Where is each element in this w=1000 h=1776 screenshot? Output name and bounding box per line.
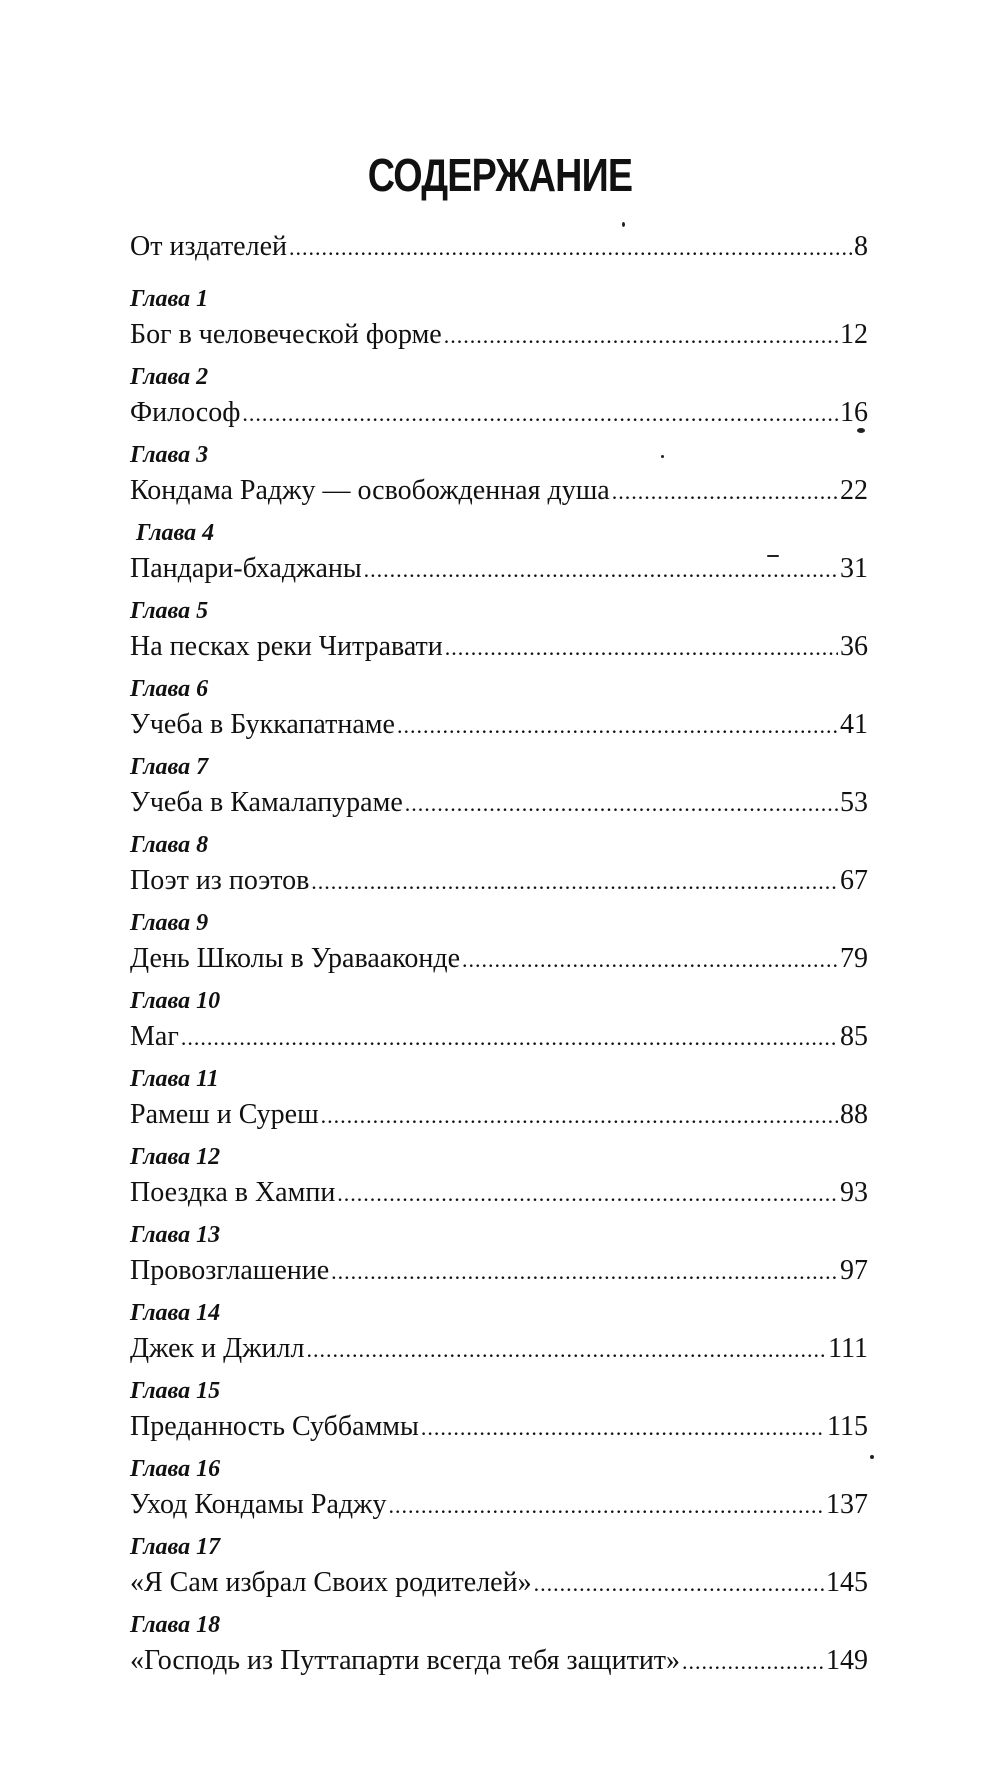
chapter-label: Глава 7 — [130, 754, 209, 780]
toc-entry-page: 111 — [828, 1333, 868, 1364]
chapter-label: Глава 1 — [130, 286, 209, 312]
chapter-label: Глава 15 — [130, 1378, 221, 1404]
toc-entry[interactable] — [130, 474, 868, 509]
chapter-label: Глава 4 — [136, 520, 215, 546]
dot-leader — [397, 709, 838, 743]
toc-entry-title: На песках реки Читравати — [130, 631, 443, 662]
page-title: СОДЕРЖАНИЕ — [367, 149, 633, 201]
toc-entry-title: От издателей — [130, 231, 287, 262]
toc-entry-title: Поэт из поэтов — [130, 865, 310, 896]
toc-entry[interactable] — [130, 1098, 868, 1133]
toc-entry[interactable] — [130, 1410, 868, 1445]
dot-leader — [311, 865, 838, 899]
dot-leader — [306, 1333, 826, 1367]
dot-leader — [181, 1021, 838, 1055]
chapter-label: Глава 10 — [130, 988, 221, 1014]
toc-entry-title: Философ — [130, 397, 241, 428]
toc-entry[interactable] — [130, 942, 868, 977]
toc-entry-page: 145 — [826, 1567, 868, 1598]
dot-leader — [331, 1255, 838, 1289]
dot-leader — [444, 319, 838, 353]
toc-entry[interactable] — [130, 1488, 868, 1523]
dot-leader — [405, 787, 838, 821]
toc-entry-page: 16 — [840, 397, 868, 428]
toc-entry[interactable] — [130, 1332, 868, 1367]
toc-entry-title: Кондама Раджу — освобожденная душа — [130, 475, 610, 506]
toc-entry-title: Пандари-бхаджаны — [130, 553, 362, 584]
dot-leader — [242, 397, 838, 431]
toc-entry-page: 137 — [826, 1489, 868, 1520]
dot-leader — [421, 1411, 825, 1445]
chapter-label: Глава 9 — [130, 910, 209, 936]
toc-entry-title: Учеба в Камалапураме — [130, 787, 403, 818]
toc-entry-page: 115 — [827, 1411, 868, 1442]
dot-leader — [321, 1099, 838, 1133]
toc-entry-title: Поездка в Хампи — [130, 1177, 336, 1208]
toc-entry-intro[interactable] — [130, 230, 868, 265]
toc-entry[interactable] — [130, 1176, 868, 1211]
toc-entry[interactable] — [130, 786, 868, 821]
chapter-label: Глава 14 — [130, 1300, 221, 1326]
dot-leader — [289, 231, 852, 265]
chapter-label: Глава 13 — [130, 1222, 221, 1248]
chapter-label: Глава 6 — [130, 676, 209, 702]
toc-entry-page: 149 — [826, 1645, 868, 1676]
chapter-label: Глава 11 — [130, 1066, 219, 1092]
toc-entry[interactable] — [130, 1254, 868, 1289]
toc-entry-title: «Господь из Путтапарти всегда тебя защитит» — [130, 1645, 681, 1676]
toc-entry[interactable] — [130, 1644, 868, 1679]
chapter-label: Глава 18 — [130, 1612, 221, 1638]
toc-entry-page: 36 — [840, 631, 868, 662]
chapter-label: Глава 8 — [130, 832, 209, 858]
print-speck — [870, 1455, 874, 1459]
toc-entry-page: 53 — [840, 787, 868, 818]
dot-leader — [388, 1489, 824, 1523]
toc-entry-page: 8 — [854, 231, 868, 262]
dot-leader — [337, 1177, 838, 1211]
toc-entry-page: 22 — [840, 475, 868, 506]
toc-entry-title: «Я Сам избрал Своих родителей» — [130, 1567, 532, 1598]
toc-entry-page: 79 — [840, 943, 868, 974]
toc-entry-title: Преданность Суббаммы — [130, 1411, 419, 1442]
dot-leader — [445, 631, 838, 665]
toc-entry-page: 31 — [840, 553, 868, 584]
dot-leader — [364, 553, 838, 587]
toc-entry[interactable] — [130, 864, 868, 899]
dot-leader — [612, 475, 838, 509]
toc-entry[interactable] — [130, 318, 868, 353]
toc-entry[interactable] — [130, 1020, 868, 1055]
toc-entry-title: Рамеш и Суреш — [130, 1099, 319, 1130]
toc-entry-title: Джек и Джилл — [130, 1333, 305, 1364]
print-speck — [661, 455, 664, 458]
toc-entry-page: 41 — [840, 709, 868, 740]
toc-entry[interactable] — [130, 630, 868, 665]
print-speck — [857, 428, 865, 433]
toc-entry-page: 93 — [840, 1177, 868, 1208]
toc-entry[interactable] — [130, 1566, 868, 1601]
chapter-label: Глава 16 — [130, 1456, 221, 1482]
dot-leader — [534, 1567, 824, 1601]
chapter-label: Глава 3 — [130, 442, 209, 468]
chapter-label: Глава 17 — [130, 1534, 221, 1560]
toc-entry-title: Маг — [130, 1021, 179, 1052]
toc-entry[interactable] — [130, 708, 868, 743]
dot-leader — [462, 943, 838, 977]
toc-entry-page: 97 — [840, 1255, 868, 1286]
toc-entry[interactable] — [130, 552, 868, 587]
print-speck — [622, 222, 625, 227]
toc-entry[interactable] — [130, 396, 868, 431]
toc-entry-page: 85 — [840, 1021, 868, 1052]
toc-entry-page: 88 — [840, 1099, 868, 1130]
chapter-label: Глава 5 — [130, 598, 209, 624]
dot-leader — [682, 1645, 824, 1679]
toc-entry-title: Бог в человеческой форме — [130, 319, 442, 350]
toc-entry-title: День Школы в Уравааконде — [130, 943, 461, 974]
chapter-label: Глава 12 — [130, 1144, 221, 1170]
chapter-label: Глава 2 — [130, 364, 209, 390]
toc-entry-title: Уход Кондамы Раджу — [130, 1489, 387, 1520]
toc-entry-title: Провозглашение — [130, 1255, 330, 1286]
print-speck — [767, 555, 779, 557]
toc-entry-title: Учеба в Буккапатнаме — [130, 709, 395, 740]
toc-entry-page: 67 — [840, 865, 868, 896]
toc-entry-page: 12 — [840, 319, 868, 350]
